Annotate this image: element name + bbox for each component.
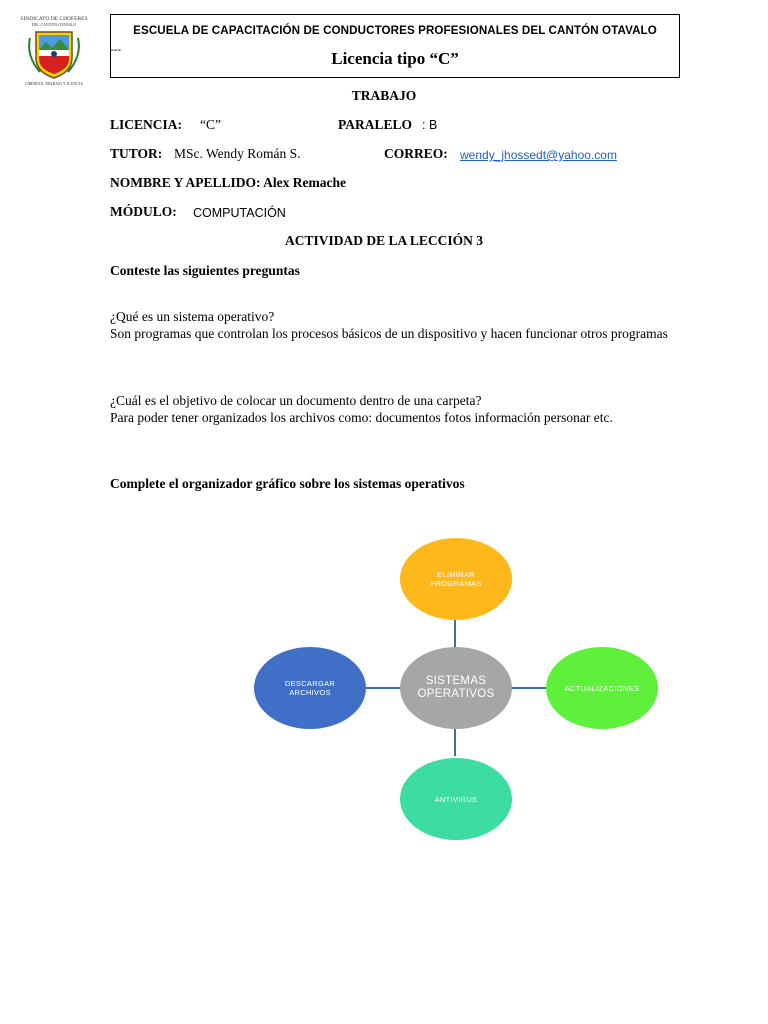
school-name: ESCUELA DE CAPACITACIÓN DE CONDUCTORES PROFESIONALES DEL CANTÓN OTAVALO (133, 24, 657, 37)
logo-motto: LIBERTAD, TRABAJO Y JUSTICIA (25, 82, 83, 86)
question-1 (110, 308, 670, 342)
tutor-value: MSc. Wendy Román S. (174, 146, 301, 161)
student-name: NOMBRE Y APELLIDO: Alex Remache (110, 175, 346, 190)
licencia-value: “C” (200, 117, 221, 132)
tutor-label: TUTOR: (110, 146, 163, 161)
school-logo (18, 12, 90, 88)
organizer-instruction: Complete el organizador gráfico sobre los sistemas operativos (110, 476, 465, 491)
paralelo-label: PARALELO (338, 117, 413, 132)
question-2 (110, 392, 670, 426)
instruction-text: Conteste las siguientes preguntas (110, 263, 300, 278)
paralelo-value: : B (422, 118, 438, 132)
node-antivirus: ANTIVIRUS (400, 758, 512, 840)
modulo-value: COMPUTACIÓN (193, 206, 286, 220)
question-2-text: ¿Cuál es el objetivo de colocar un documento dentro de una carpeta? (110, 393, 482, 408)
correo-label: CORREO: (384, 146, 448, 161)
license-title: Licencia tipo “C” (331, 49, 459, 68)
answer-1-text: Son programas que controlan los procesos básicos de un dispositivo y hacen funcionar otros programas (110, 326, 668, 341)
connector-top (454, 620, 456, 648)
email-link[interactable]: wendy_jhossedt@yahoo.com (460, 148, 617, 162)
modulo-label: MÓDULO: (110, 204, 177, 219)
node-descargar-archivos: DESCARGAR ARCHIVOS (254, 647, 366, 729)
section-title-trabajo: TRABAJO (351, 88, 417, 103)
connector-bottom (454, 728, 456, 756)
connector-left (366, 687, 400, 689)
header-box (110, 14, 680, 78)
node-eliminar-programas: ELIMINAR PROGRAMAS (400, 538, 512, 620)
answer-2-text: Para poder tener organizados los archivos como: documentos fotos información personar etc. (110, 410, 613, 425)
node-actualizaciones: ACTUALIZACIONES (546, 647, 658, 729)
activity-title: ACTIVIDAD DE LA LECCIÓN 3 (284, 233, 484, 248)
node-sistemas-operativos: SISTEMAS OPERATIVOS (400, 647, 512, 729)
header-dashes: --- (110, 44, 121, 56)
logo-sub-text: DEL CANTÓN OTAVALO (31, 22, 77, 27)
question-1-text: ¿Qué es un sistema operativo? (110, 309, 275, 324)
logo-top-text: SINDICATO DE CHOFERES (20, 16, 88, 22)
licencia-label: LICENCIA: (110, 117, 183, 132)
connector-right (512, 687, 546, 689)
graphic-organizer (240, 530, 680, 850)
